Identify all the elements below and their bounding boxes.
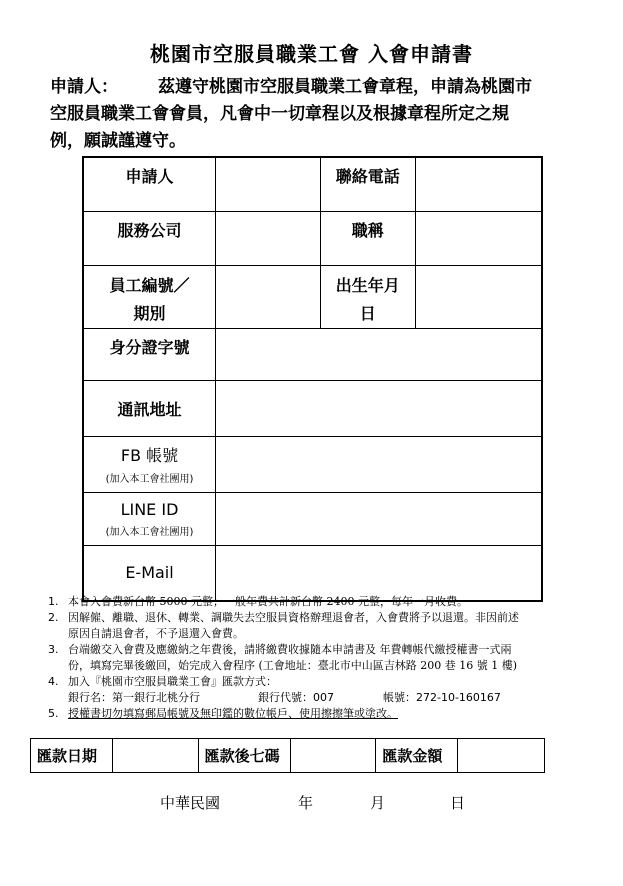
- note-item: 5. 授權書切勿填寫郵局帳號及無印鑑的數位帳戶、使用擦擦筆或塗改。: [48, 707, 398, 720]
- intro-line-3: 例，願誠謹遵守。: [50, 131, 186, 151]
- fb-label: FB 帳號: [120, 446, 179, 465]
- id-no-label-cell: 身分證字號: [83, 328, 216, 380]
- applicant-label-cell: 申請人: [83, 157, 216, 211]
- line-field[interactable]: [216, 492, 542, 545]
- note-text: 加入『桃園市空服員職業工會』匯款方式：: [68, 675, 277, 688]
- notes-list: [48, 594, 593, 722]
- employee-no-field[interactable]: [216, 265, 320, 328]
- page-title: 桃園市空服員職業工會 入會申請書: [150, 42, 473, 66]
- remit-amount-field[interactable]: [458, 739, 545, 773]
- fb-note: (加入本工會社團用): [105, 474, 194, 485]
- note-text: 台端繳交入會費及應繳納之年費後，請將繳費收據隨本申請書及 年費轉帳代繳授權書一式兩: [68, 643, 512, 656]
- job-title-label-cell: 職稱: [320, 211, 416, 265]
- note-continuation: 原因自請退會者，不予退還入會費。: [68, 627, 244, 640]
- note-text: 因解僱、離職、退休、轉業、調職失去空服員資格辦理退會者，入會費將予以退還。非因前述: [68, 611, 519, 624]
- remittance-table: [30, 738, 545, 773]
- bank-name: 銀行名：第一銀行北桃分行: [68, 691, 200, 704]
- line-label: LINE ID: [120, 499, 179, 519]
- intro-line-1: 茲遵守桃園市空服員職業工會章程，申請為桃園市: [158, 77, 532, 97]
- note-item: 4. 加入『桃園市空服員職業工會』匯款方式：: [48, 675, 277, 688]
- remit-date-field[interactable]: [112, 739, 198, 773]
- note-item: 1. 本會入會費新台幣 5000 元整；一般年費共計新台幣 2400 元整，每年一月收費。: [48, 595, 468, 608]
- phone-label-cell: 聯絡電話: [320, 157, 416, 211]
- phone-field[interactable]: [416, 157, 542, 211]
- fb-label-cell: [83, 436, 216, 492]
- birth-label-2: 日: [359, 303, 376, 323]
- day-label: 日: [450, 794, 466, 812]
- remit-last7-label: 匯款後七碼: [198, 739, 290, 773]
- note-text: 本會入會費新台幣 5000 元整；一般年費共計新台幣 2400 元整，每年一月收費。: [68, 595, 468, 608]
- employee-no-label-2: 期別: [133, 303, 166, 323]
- bank-info: [48, 690, 593, 706]
- era-label: 中華民國: [160, 794, 221, 812]
- remit-date-label: 匯款日期: [31, 739, 113, 773]
- email-field[interactable]: [216, 545, 542, 601]
- applicant-label: 申請人：: [50, 77, 118, 97]
- intro-line-2: 空服員職業工會會員，凡會中一切章程以及根據章程所定之規: [50, 104, 509, 124]
- note-item: 3. 台端繳交入會費及應繳納之年費後，請將繳費收據隨本申請書及 年費轉帳代繳授權書一式兩: [48, 643, 512, 656]
- birth-field[interactable]: [416, 265, 542, 328]
- note-continuation: 份，填寫完畢後繳回，始完成入會程序 (工會地址：臺北市中山區吉林路 200 巷 16 號 1 樓): [68, 659, 518, 672]
- birth-label-1: 出生年月: [335, 275, 400, 295]
- bank-code: 銀行代號：007: [258, 691, 334, 704]
- bank-account: 帳號：272-10-160167: [383, 691, 501, 704]
- intro-paragraph: [50, 74, 590, 155]
- remit-amount-label: 匯款金額: [376, 739, 458, 773]
- application-form-table: [82, 156, 543, 602]
- line-label-cell: [83, 492, 216, 545]
- id-no-field[interactable]: [216, 328, 542, 380]
- birth-label-cell: [320, 265, 416, 328]
- month-label: 月: [370, 794, 386, 812]
- company-field[interactable]: [216, 211, 320, 265]
- employee-no-label-1: 員工編號／: [109, 275, 190, 295]
- note-item: 2. 因解僱、離職、退休、轉業、調職失去空服員資格辦理退會者，入會費將予以退還。非因前述: [48, 611, 519, 624]
- email-label-cell: E-Mail: [83, 545, 216, 601]
- address-field[interactable]: [216, 380, 542, 436]
- remit-last7-field[interactable]: [290, 739, 376, 773]
- employee-no-label-cell: [83, 265, 216, 328]
- fb-field[interactable]: [216, 436, 542, 492]
- address-label-cell: 通訊地址: [83, 380, 216, 436]
- note-text: 授權書切勿填寫郵局帳號及無印鑑的數位帳戶、使用擦擦筆或塗改。: [68, 707, 398, 720]
- job-title-field[interactable]: [416, 211, 542, 265]
- line-note: (加入本工會社團用): [105, 526, 194, 538]
- applicant-field[interactable]: [216, 157, 320, 211]
- year-label: 年: [298, 794, 314, 812]
- company-label-cell: 服務公司: [83, 211, 216, 265]
